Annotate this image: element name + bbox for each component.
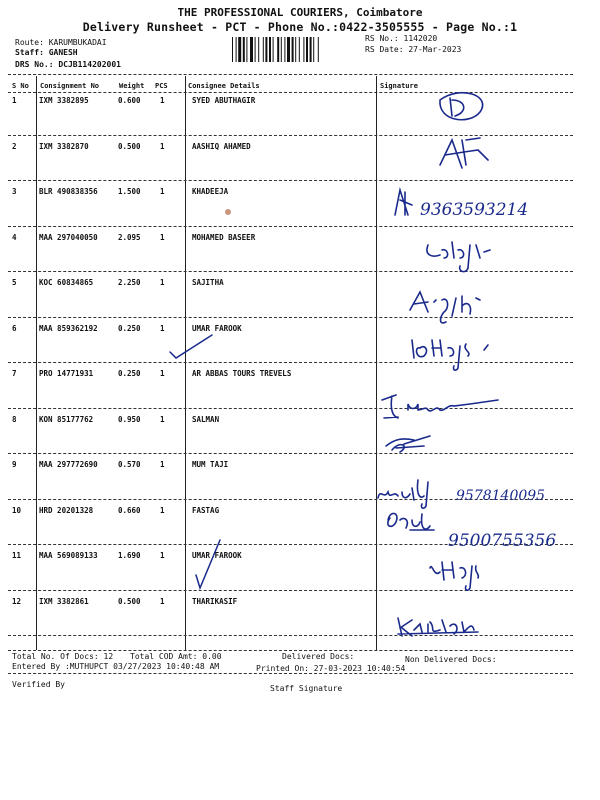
row-pcs: 1 bbox=[160, 460, 165, 469]
row-consignee: AASHIQ AHAMED bbox=[192, 141, 251, 151]
tick-row-6 bbox=[170, 335, 212, 358]
signature-row-6 bbox=[412, 340, 488, 370]
signature-row-3 bbox=[395, 190, 412, 215]
row-pcs: 1 bbox=[160, 323, 165, 333]
stain-mark bbox=[225, 209, 231, 215]
handwritten-phone-row-3: 9363593214 bbox=[420, 200, 529, 220]
signature-row-10 bbox=[388, 513, 434, 530]
col-header-weight: Weight bbox=[119, 82, 145, 90]
row-pcs: 1 bbox=[160, 551, 165, 560]
signature-row-2 bbox=[440, 138, 488, 168]
route-label: Route: KARUMBUKADAI bbox=[15, 38, 107, 47]
row-weight: 0.570 bbox=[118, 460, 141, 469]
row-weight: 2.250 bbox=[118, 278, 141, 287]
row-sno: 10 bbox=[12, 505, 22, 515]
printed-on: Printed On: 27-03-2023 10:40:54 bbox=[256, 664, 406, 673]
drs-number: DRS No.: DCJB114202001 bbox=[15, 60, 121, 69]
row-weight: 0.600 bbox=[118, 96, 141, 105]
runsheet-title: Delivery Runsheet - PCT - Phone No.:0422-3505555 - Page No.:1 bbox=[82, 20, 518, 34]
row-consignment-no: IXM 3382861 bbox=[39, 596, 89, 606]
signature-row-1 bbox=[440, 93, 483, 120]
row-sno: 6 bbox=[12, 323, 17, 333]
signature-row-8 bbox=[386, 436, 430, 452]
row-consignee: FASTAG bbox=[192, 505, 220, 515]
signature-row-11 bbox=[430, 562, 478, 590]
signature-row-9 bbox=[378, 480, 428, 508]
row-pcs: 1 bbox=[160, 369, 165, 378]
row-pcs: 1 bbox=[160, 414, 165, 424]
row-sno: 8 bbox=[12, 414, 17, 424]
row-consignee: SAJITHA bbox=[192, 278, 224, 287]
row-sno: 3 bbox=[12, 187, 17, 196]
row-consignee: SYED ABUTHAGIR bbox=[192, 96, 256, 105]
row-consignment-no: MAA 859362192 bbox=[39, 323, 98, 333]
staff-label: Staff: GANESH bbox=[15, 48, 78, 57]
row-consignee: KHADEEJA bbox=[192, 187, 229, 196]
verified-by: Verified By bbox=[12, 680, 65, 689]
row-sno: 7 bbox=[12, 369, 17, 378]
row-pcs: 1 bbox=[160, 96, 165, 105]
row-consignee: MUM TAJI bbox=[192, 460, 229, 469]
row-weight: 0.660 bbox=[118, 505, 141, 515]
row-sno: 1 bbox=[12, 96, 17, 105]
row-consignee: THARIKASIF bbox=[192, 596, 238, 606]
col-header-consignee: Consignee Details bbox=[188, 82, 260, 90]
signature-row-7 bbox=[382, 395, 498, 418]
row-sno: 9 bbox=[12, 460, 17, 469]
col-header-signature: Signature bbox=[380, 82, 418, 90]
company-title: THE PROFESSIONAL COURIERS, Coimbatore bbox=[177, 6, 423, 19]
row-consignment-no: MAA 297772690 bbox=[39, 460, 98, 469]
row-sno: 5 bbox=[12, 278, 17, 287]
total-docs: Total No. Of Docs: 12 bbox=[12, 652, 114, 661]
row-pcs: 1 bbox=[160, 141, 165, 151]
row-consignment-no: PRO 14771931 bbox=[39, 369, 94, 378]
row-pcs: 1 bbox=[160, 232, 165, 242]
signature-row-12 bbox=[398, 618, 478, 636]
tick-row-11 bbox=[196, 540, 220, 588]
row-pcs: 1 bbox=[160, 505, 165, 515]
col-header-pcs: PCS bbox=[155, 82, 168, 90]
row-weight: 0.500 bbox=[118, 596, 141, 606]
row-consignment-no: MAA 297040050 bbox=[39, 232, 98, 242]
row-consignment-no: BLR 490838356 bbox=[39, 187, 98, 196]
handwritten-phone-row-9: 9578140095 bbox=[456, 488, 546, 504]
row-sno: 2 bbox=[12, 141, 17, 151]
entered-by: Entered By :MUTHUPCT 03/27/2023 10:40:48 AM bbox=[12, 662, 220, 671]
row-consignment-no: MAA 569089133 bbox=[39, 551, 98, 560]
row-consignment-no: HRD 20201328 bbox=[39, 505, 94, 515]
delivered-docs: Delivered Docs: bbox=[282, 652, 355, 661]
row-consignee: SALMAN bbox=[192, 414, 220, 424]
handwritten-phone-row-10: 9500755356 bbox=[448, 531, 557, 551]
col-header-consignment: Consignment No bbox=[40, 82, 100, 90]
row-pcs: 1 bbox=[160, 187, 165, 196]
row-consignment-no: KON 85177762 bbox=[39, 414, 94, 424]
row-pcs: 1 bbox=[160, 278, 165, 287]
row-sno: 12 bbox=[12, 596, 22, 606]
row-pcs: 1 bbox=[160, 596, 165, 606]
row-sno: 4 bbox=[12, 232, 17, 242]
col-header-sno: S No bbox=[12, 82, 29, 90]
row-consignment-no: IXM 3382895 bbox=[39, 96, 89, 105]
signature-row-4 bbox=[427, 242, 490, 272]
row-weight: 0.950 bbox=[118, 414, 141, 424]
row-weight: 2.095 bbox=[118, 232, 141, 242]
row-weight: 0.500 bbox=[118, 141, 141, 151]
row-consignment-no: KOC 60834865 bbox=[39, 278, 94, 287]
signature-row-5 bbox=[410, 292, 480, 323]
staff-signature: Staff Signature bbox=[270, 684, 343, 693]
row-sno: 11 bbox=[12, 551, 22, 560]
row-consignee: MOHAMED BASEER bbox=[192, 232, 256, 242]
row-consignee: UMAR FAROOK bbox=[192, 323, 242, 333]
row-consignee: UMAR FAROOK bbox=[192, 551, 242, 560]
rs-date: RS Date: 27-Mar-2023 bbox=[365, 45, 462, 54]
row-consignment-no: IXM 3382870 bbox=[39, 141, 89, 151]
row-weight: 1.500 bbox=[118, 187, 141, 196]
row-weight: 0.250 bbox=[118, 369, 141, 378]
row-weight: 1.690 bbox=[118, 551, 141, 560]
total-cod: Total COD Amt: 0.00 bbox=[130, 652, 222, 661]
row-consignee: AR ABBAS TOURS TREVELS bbox=[192, 369, 292, 378]
rs-number: RS No.: 1142020 bbox=[365, 34, 438, 43]
row-weight: 0.250 bbox=[118, 323, 141, 333]
non-delivered-docs: Non Delivered Docs: bbox=[405, 655, 497, 664]
